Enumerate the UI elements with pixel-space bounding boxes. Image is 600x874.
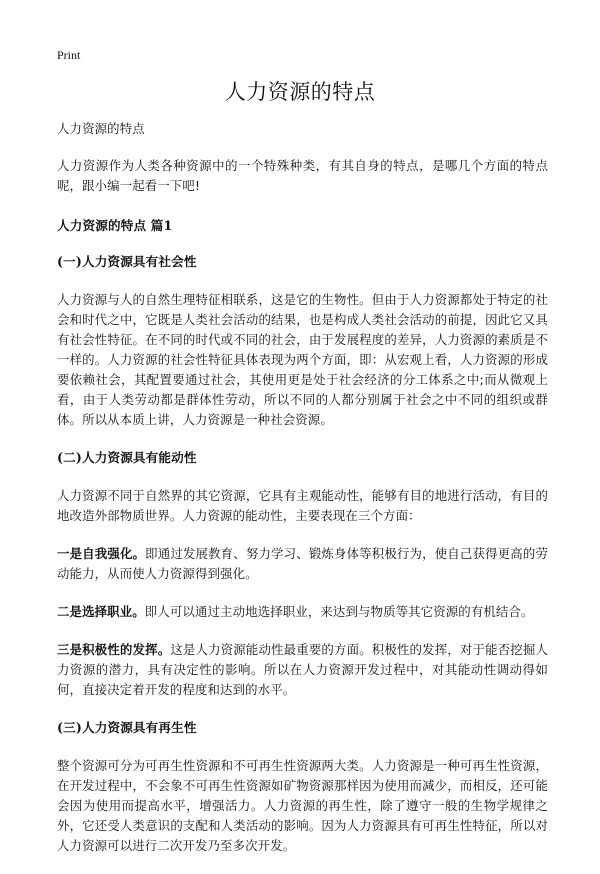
intro-paragraph: 人力资源作为人类各种资源中的一个特殊种类，有其自身的特点，是哪几个方面的特点呢，跟小编一起看一下吧! (57, 158, 548, 193)
document-body (57, 119, 548, 874)
section-heading-renewable: (三)人力资源具有再生性 (57, 720, 197, 735)
main-heading: 人力资源的特点 篇1 (57, 218, 173, 233)
document-title: 人力资源的特点 (224, 80, 376, 104)
print-link[interactable]: Print (57, 48, 81, 62)
point-paragraph (57, 602, 548, 622)
section-heading-initiative: (二)人力资源具有能动性 (57, 450, 197, 465)
point-lead: 一是自我强化。 (57, 546, 146, 561)
point-text: 即通过发展教育、努力学习、锻炼身体等积极行为，使自己获得更高的劳动能力，从而使人力资源得到强化。 (57, 546, 548, 581)
section-text-renewable: 整个资源可分为可再生性资源和不可再生性资源两大类。人力资源是一种可再生性资源，在开发过程中，不会象不可再生性资源如矿物资源那样因为使用而减少，而相反，还可能会因为使用而提高水平，增强活力。人力资源的再生性，除了遵守一般的生物学规律之外，它还受人类意识的支配和人类活动的影响。因为人力资源具有可再生性特征，所以对人力资源可以进行二次开发乃至多次开发。 (57, 758, 548, 853)
point-paragraph (57, 544, 548, 584)
point-text: 即人可以通过主动地选择职业，来达到与物质等其它资源的有机结合。 (144, 604, 534, 619)
section-text-social: 人力资源与人的自然生理特征相联系，这是它的生物性。但由于人力资源都处于特定的社会和时代之中，它既是人类社会活动的结果，也是构成人类社会活动的前提，因此它又具有社会性特征。在不同的时代或不同的社会，由于发展程度的差异，人力资源的素质是不一样的。人力资源的社会性特征具体表现为两个方面，即：从宏观上看，人力资源的形成要依赖社会，其配置要通过社会，其使用更是处于社会经济的分工体系之中;而从微观上看，由于人类劳动都是群体性劳动，所以不同的人都分别属于社会之中不同的组织或群体。所以从本质上讲，人力资源是一种社会资源。 (57, 292, 548, 427)
document-subtitle: 人力资源的特点 (57, 121, 145, 136)
point-paragraph (57, 640, 548, 700)
section-heading-social: (一)人力资源具有社会性 (57, 254, 197, 269)
point-text: 这是人力资源能动性最重要的方面。积极性的发挥，对于能否挖掘人力资源的潜力，具有决定性的影响。所以在人力资源开发过程中，对其能动性调动得如何，直接决定着开发的程度和达到的水平。 (57, 642, 549, 697)
point-lead: 三是积极性的发挥。 (57, 642, 171, 657)
section-text-initiative: 人力资源不同于自然界的其它资源，它具有主观能动性，能够有目的地进行活动，有目的地改造外部物质世界。人力资源的能动性，主要表现在三个方面： (57, 488, 548, 523)
point-lead: 二是选择职业。 (57, 604, 145, 619)
